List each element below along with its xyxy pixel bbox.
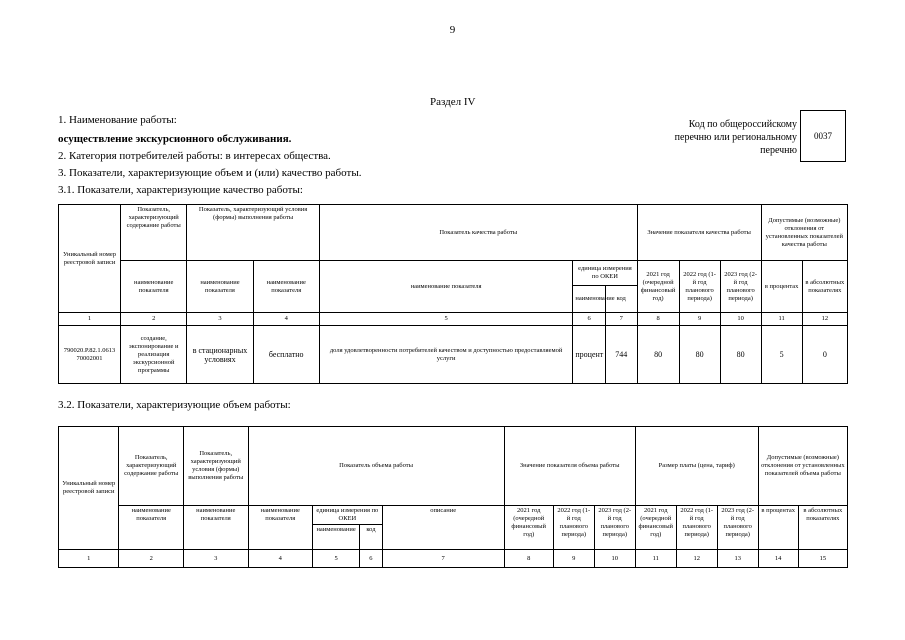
- t1-num-8: 8: [637, 313, 679, 326]
- indicators-line: 3. Показатели, характеризующие объем и (или) качество работы.: [58, 167, 362, 179]
- row-value-2021: 80: [637, 326, 679, 384]
- t2-h-pct: в процентах: [758, 506, 798, 550]
- t1-num-3: 3: [187, 313, 253, 326]
- row-registry-code: 790020.Р.82.1.0613 70002001: [59, 326, 121, 384]
- t1-num-1: 1: [59, 313, 121, 326]
- t1-h-abs: в абсолютных показателях: [802, 261, 847, 313]
- t2-h-conditions: Показатель, характеризующий условия (формы) выполнения работы: [183, 427, 248, 506]
- quality-table: [58, 204, 848, 384]
- consumers-line: 2. Категория потребителей работы: в интересах общества.: [58, 150, 331, 162]
- t2-h-f2023: 2023 год (2-й год планового периода): [717, 506, 758, 550]
- t2-h-unique: Уникальный номер реестровой записи: [59, 427, 119, 550]
- page-number: 9: [449, 24, 456, 36]
- t1-h-okei: единица измерения по ОКЕИ: [573, 261, 637, 286]
- t2-num-11: 11: [635, 550, 676, 568]
- work-name-label: 1. Наименование работы:: [58, 114, 177, 126]
- row-unit-code: 744: [605, 326, 637, 384]
- t2-h-fee: Размер платы (цена, тариф): [635, 427, 758, 506]
- t2-h-okei-code: код: [360, 525, 383, 550]
- t2-num-8: 8: [504, 550, 553, 568]
- t1-h-content: Показатель, характеризующий содержание работы: [121, 205, 187, 261]
- t2-h-values: Значение показателя объема работы: [504, 427, 635, 506]
- t2-num-3: 3: [183, 550, 248, 568]
- volume-section-line: 3.2. Показатели, характеризующие объем работы:: [58, 399, 291, 411]
- t1-h-quality: Показатель качества работы: [319, 205, 637, 261]
- t2-h-okei-name: наименование: [313, 525, 360, 550]
- t2-h-f2021: 2021 год (очередной финансовый год): [635, 506, 676, 550]
- t1-num-7: 7: [605, 313, 637, 326]
- t2-num-4: 4: [248, 550, 313, 568]
- registry-code-label: Код по общероссийскому перечню или региональному перечню: [674, 119, 797, 156]
- t1-h-values: Значение показателя качества работы: [637, 205, 761, 261]
- t1-number-row: [59, 313, 848, 326]
- t1-h-y2021: 2021 год (очередной финансовый год): [637, 261, 679, 313]
- t1-h-okei-code: код: [605, 286, 637, 313]
- t1-h-ind-name2: наименование показателя: [187, 261, 253, 313]
- t2-num-9: 9: [553, 550, 594, 568]
- row-unit: процент: [573, 326, 606, 384]
- row-condition-2: бесплатно: [253, 326, 319, 384]
- t1-num-2: 2: [121, 313, 187, 326]
- t1-h-conditions: Показатель, характеризующий условия (формы) выполнения работы: [187, 205, 320, 261]
- quality-section-line: 3.1. Показатели, характеризующие качество работы:: [58, 184, 303, 196]
- t1-h-ind-name3: наименование показателя: [253, 261, 319, 313]
- t2-num-13: 13: [717, 550, 758, 568]
- t1-num-6: 6: [573, 313, 606, 326]
- t2-h-ind-name: наименование показателя: [119, 506, 184, 550]
- t1-h-ind-name4: наименование показателя: [319, 261, 573, 313]
- t1-h-okei-name: наименование: [573, 286, 606, 313]
- t2-num-5: 5: [313, 550, 360, 568]
- t2-h-deviation: Допустимые (возможные) отклонения от установленных показателей объема работы: [758, 427, 847, 506]
- table-row: [59, 326, 848, 384]
- t2-num-12: 12: [676, 550, 717, 568]
- t1-num-9: 9: [679, 313, 720, 326]
- t2-h-content: Показатель, характеризующий содержание работы: [119, 427, 184, 506]
- t2-h-y2022: 2022 год (1-й год планового периода): [553, 506, 594, 550]
- t1-num-5: 5: [319, 313, 573, 326]
- t1-num-12: 12: [802, 313, 847, 326]
- t2-h-desc: описание: [382, 506, 504, 550]
- t2-h-volume: Показатель объема работы: [248, 427, 504, 506]
- t2-num-7: 7: [382, 550, 504, 568]
- t1-num-4: 4: [253, 313, 319, 326]
- section-title: Раздел IV: [430, 96, 476, 108]
- t1-h-pct: в процентах: [761, 261, 802, 313]
- t2-num-6: 6: [360, 550, 383, 568]
- t1-num-11: 11: [761, 313, 802, 326]
- t2-h-y2021: 2021 год (очередной финансовый год): [504, 506, 553, 550]
- volume-table: [58, 426, 848, 568]
- work-name-value: осуществление экскурсионного обслуживания.: [58, 133, 292, 145]
- row-value-2022: 80: [679, 326, 720, 384]
- t2-num-2: 2: [119, 550, 184, 568]
- row-deviation-pct: 5: [761, 326, 802, 384]
- t1-num-10: 10: [720, 313, 761, 326]
- t2-h-ind-name2: наименование показателя: [183, 506, 248, 550]
- registry-code-box: 0037: [800, 110, 846, 162]
- row-deviation-abs: 0: [802, 326, 847, 384]
- t1-h-y2022: 2022 год (1-й год планового периода): [679, 261, 720, 313]
- t2-num-10: 10: [594, 550, 635, 568]
- row-value-2023: 80: [720, 326, 761, 384]
- t2-h-abs: в абсолютных показателях: [798, 506, 847, 550]
- t1-h-unique: Уникальный номер реестровой записи: [59, 205, 121, 313]
- t1-h-ind-name: наименование показателя: [121, 261, 187, 313]
- t2-num-14: 14: [758, 550, 798, 568]
- t2-h-f2022: 2022 год (1-й год планового периода): [676, 506, 717, 550]
- t2-h-y2023: 2023 год (2-й год планового периода): [594, 506, 635, 550]
- t2-h-okei: единица измерения по ОКЕИ: [313, 506, 383, 525]
- row-condition-1: в стационарных условиях: [187, 326, 253, 384]
- row-indicator: доля удовлетворенности потребителей качеством и доступностью предоставляемой услуги: [319, 326, 573, 384]
- t2-h-ind-name3: наименование показателя: [248, 506, 313, 550]
- t1-h-y2023: 2023 год (2-й год планового периода): [720, 261, 761, 313]
- row-content: создание, экспонирование и реализация экскурсионной программы: [121, 326, 187, 384]
- t2-num-15: 15: [798, 550, 847, 568]
- t2-num-1: 1: [59, 550, 119, 568]
- t2-number-row: [59, 550, 848, 568]
- t1-h-deviation: Допустимые (возможные) отклонения от установленных показателей качества работы: [761, 205, 847, 261]
